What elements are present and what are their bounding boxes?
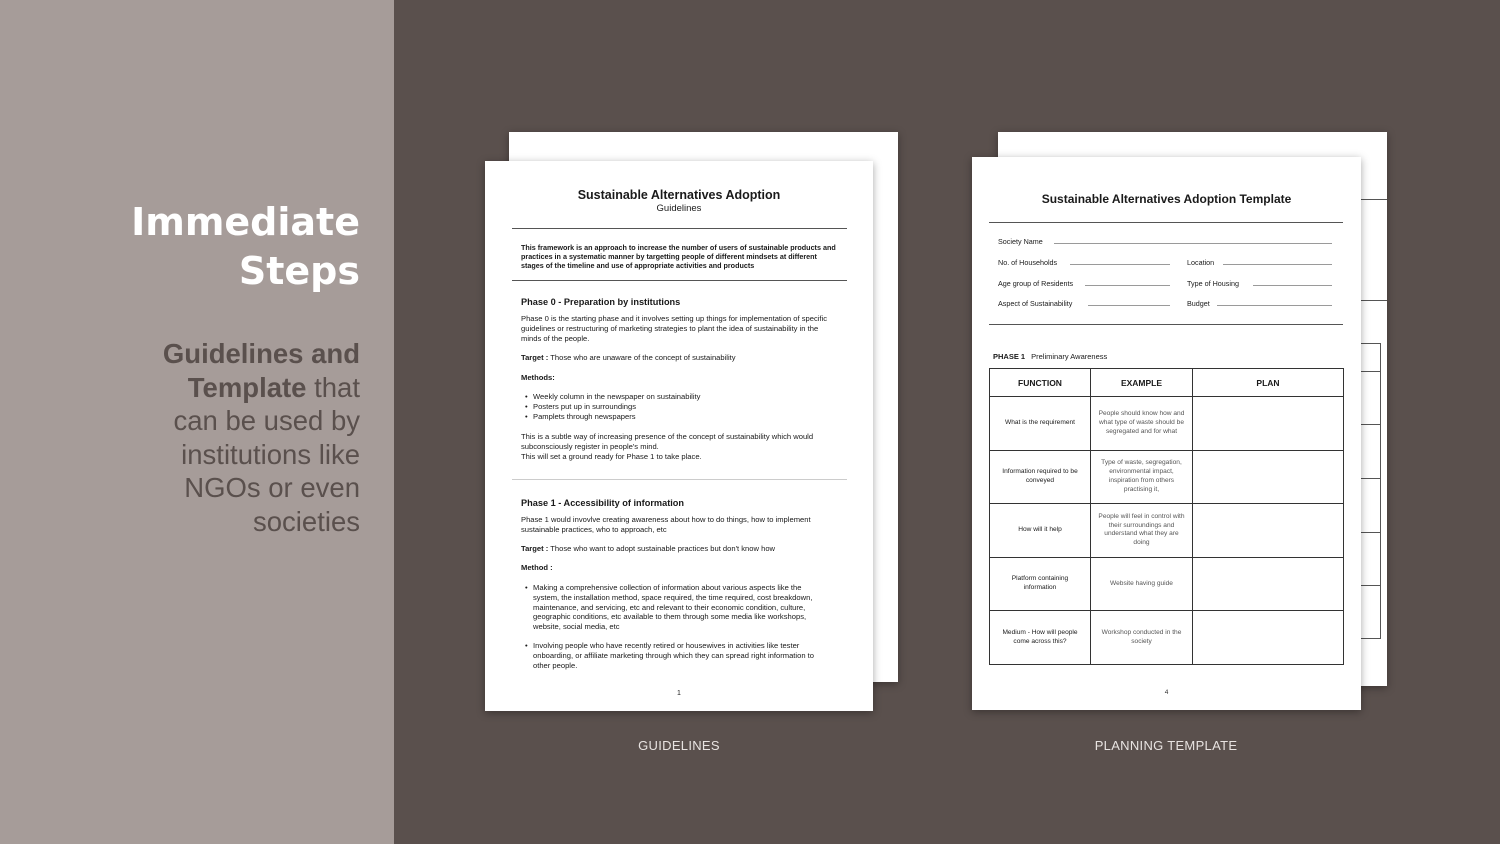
phase0-target-text: Those who are unaware of the concept of sustainability	[548, 353, 736, 362]
table-row	[990, 611, 1344, 665]
subtitle-text-5: societies	[253, 505, 360, 537]
back-page-line	[1361, 199, 1387, 200]
subtitle-bold-2: Template	[187, 371, 307, 403]
phase0-target	[521, 353, 839, 363]
guidelines-title: Sustainable Alternatives Adoption	[577, 188, 781, 202]
example-cell: Type of waste, segregation, environmental impact, inspiration from others practising it,	[1091, 450, 1193, 504]
back-page-line	[1361, 343, 1381, 344]
phase1-methods-list	[533, 583, 829, 679]
table-row	[990, 557, 1344, 611]
example-cell: People should know how and what type of waste should be segregated and for what	[1091, 397, 1193, 451]
housing-field[interactable]	[1253, 285, 1332, 286]
phase0-target-label: Target :	[521, 353, 549, 362]
slide-title-line-1: Immediate	[131, 200, 360, 244]
table-header-row	[990, 369, 1344, 397]
column-header: EXAMPLE	[1091, 369, 1193, 397]
location-field[interactable]	[1223, 264, 1332, 265]
housing-label: Type of Housing	[1187, 279, 1239, 288]
page-number: 4	[1164, 689, 1169, 696]
phase0-paragraph: Phase 0 is the starting phase and it involves setting up things for implementation of specific guidelines or restructuring of marketing strategies to plant the idea of sustainability in the minds of the people.	[521, 314, 828, 343]
slide-title-line-2: Steps	[238, 249, 360, 293]
column-header: FUNCTION	[990, 369, 1091, 397]
back-page-line	[1361, 424, 1381, 425]
society-name-field[interactable]	[1054, 243, 1332, 244]
guidelines-intro: This framework is an approach to increase the number of users of sustainable products and practices in a systematic manner by targetting people of different mindsets at different stages of the timeline and use of appropriate activities and products	[521, 243, 836, 270]
template-caption: PLANNING TEMPLATE	[1094, 738, 1238, 753]
list-item: • Making a comprehensive collection of information about various aspects like the system, the installation method, space required, the time required, cost breakdown, maintenance, and servicing, etc and relevant to their economic condition, culture, geographic conditions, etc available to them through some media like workshops, website, social media, etc	[533, 583, 829, 632]
phase-name: Preliminary Awareness	[1031, 352, 1108, 361]
page-number: 1	[677, 690, 681, 697]
plan-cell[interactable]	[1193, 397, 1344, 451]
phase-label: PHASE 1	[993, 352, 1026, 361]
list-item: • Posters put up in surroundings	[533, 402, 833, 412]
table-row	[990, 504, 1344, 558]
list-item: • Weekly column in the newspaper on sustainability	[533, 392, 833, 402]
phase0-closing-1: This is a subtle way of increasing presence of the concept of sustainability which would subconsciously register in people's mind.	[521, 432, 814, 451]
table-row	[990, 397, 1344, 451]
back-page-line	[1361, 532, 1381, 533]
slide-title	[40, 198, 360, 296]
back-page-line	[1380, 343, 1381, 639]
subtitle-text-4: NGOs or even	[184, 472, 360, 504]
back-page-line	[1361, 300, 1387, 301]
aspect-label: Aspect of Sustainability	[998, 299, 1073, 308]
planning-table	[989, 368, 1344, 665]
template-title: Sustainable Alternatives Adoption Template	[1041, 192, 1292, 206]
subtitle-text-2: can be used by	[173, 405, 360, 437]
function-cell: How will it help	[990, 504, 1091, 558]
location-label: Location	[1187, 258, 1215, 267]
guidelines-page	[485, 161, 873, 711]
function-cell: Information required to be conveyed	[990, 450, 1091, 504]
example-cell: Website having guide	[1091, 557, 1193, 611]
function-cell: Medium - How will people come across this?	[990, 611, 1091, 665]
phase0-closing	[521, 432, 839, 461]
budget-field[interactable]	[1217, 305, 1332, 306]
budget-label: Budget	[1187, 299, 1210, 308]
subtitle-text-1: that	[306, 371, 360, 403]
phase-heading	[993, 352, 1107, 361]
function-cell: What is the requirement	[990, 397, 1091, 451]
phase0-heading: Phase 0 - Preparation by institutions	[521, 297, 681, 307]
phase0-methods-label: Methods:	[521, 373, 555, 382]
list-item: • Pamplets through newspapers	[533, 412, 833, 422]
subtitle-text-3: institutions like	[181, 438, 360, 470]
phase1-target-text: Those who want to adopt sustainable practices but don't know how	[548, 544, 776, 553]
back-page-line	[1361, 371, 1381, 372]
subtitle-bold-1: Guidelines and	[162, 338, 360, 369]
phase1-target-label: Target :	[521, 544, 549, 553]
table-row	[990, 450, 1344, 504]
guidelines-subtitle: Guidelines	[656, 203, 702, 214]
age-group-label: Age group of Residents	[998, 279, 1074, 288]
guidelines-caption: GUIDELINES	[638, 738, 720, 753]
phase1-method-label: Method :	[521, 563, 553, 572]
households-label: No. of Households	[998, 258, 1058, 267]
phase0-methods-list	[533, 392, 833, 421]
divider	[512, 280, 847, 281]
slide-subtitle	[60, 337, 360, 539]
phase1-paragraph: Phase 1 would invovlve creating awareness about how to do things, how to implement sustainable practices, who to approach, etc	[521, 515, 811, 534]
column-header: PLAN	[1193, 369, 1344, 397]
example-cell: People will feel in control with their surroundings and understand what they are doing	[1091, 504, 1193, 558]
age-group-field[interactable]	[1085, 285, 1170, 286]
plan-cell[interactable]	[1193, 504, 1344, 558]
back-page-line	[1361, 478, 1381, 479]
plan-cell[interactable]	[1193, 557, 1344, 611]
template-page	[972, 157, 1361, 710]
households-field[interactable]	[1070, 264, 1170, 265]
divider	[512, 479, 847, 480]
plan-cell[interactable]	[1193, 450, 1344, 504]
aspect-field[interactable]	[1088, 305, 1170, 306]
phase1-target	[521, 544, 839, 554]
function-cell: Platform containing information	[990, 557, 1091, 611]
example-cell: Workshop conducted in the society	[1091, 611, 1193, 665]
plan-cell[interactable]	[1193, 611, 1344, 665]
society-name-label: Society Name	[998, 237, 1043, 246]
phase0-closing-2: This will set a ground ready for Phase 1 to take place.	[521, 451, 702, 461]
divider	[512, 228, 847, 229]
back-page-line	[1361, 638, 1381, 639]
back-page-line	[1361, 585, 1381, 586]
left-panel	[0, 0, 394, 844]
divider	[989, 324, 1343, 325]
list-item: • Involving people who have recently retired or housewives in activities like tester onboarding, or affiliate marketing through which they can spread right information to other people.	[533, 641, 829, 670]
divider	[989, 222, 1343, 223]
phase1-heading: Phase 1 - Accessibility of information	[521, 498, 685, 508]
